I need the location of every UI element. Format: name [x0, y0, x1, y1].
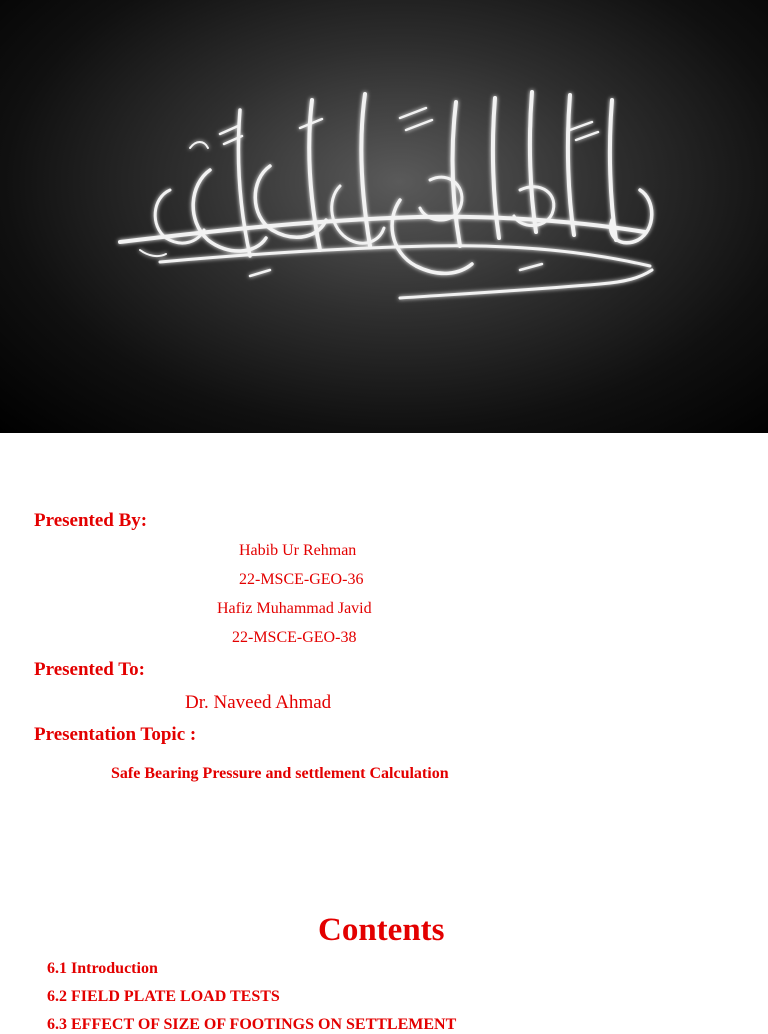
contents-item: 6.1 Introduction — [47, 960, 158, 977]
bismillah-banner — [0, 0, 768, 433]
contents-item: 6.2 FIELD PLATE LOAD TESTS — [47, 988, 280, 1005]
presenter-name-2: Hafiz Muhammad Javid — [217, 600, 372, 617]
bismillah-calligraphy — [100, 70, 670, 320]
presented-to-label: Presented To: — [34, 659, 146, 680]
contents-title: Contents — [318, 912, 445, 948]
presentation-topic: Safe Bearing Pressure and settlement Calculation — [111, 765, 449, 782]
presenter-id-1: 22-MSCE-GEO-36 — [239, 571, 364, 588]
supervisor-name: Dr. Naveed Ahmad — [185, 692, 332, 713]
presenter-id-2: 22-MSCE-GEO-38 — [232, 629, 357, 646]
presentation-topic-label: Presentation Topic : — [34, 724, 197, 745]
presenter-name-1: Habib Ur Rehman — [239, 542, 357, 559]
contents-item: 6.3 EFFECT OF SIZE OF FOOTINGS ON SETTLEMENT — [47, 1016, 457, 1033]
presented-by-label: Presented By: — [34, 510, 148, 531]
